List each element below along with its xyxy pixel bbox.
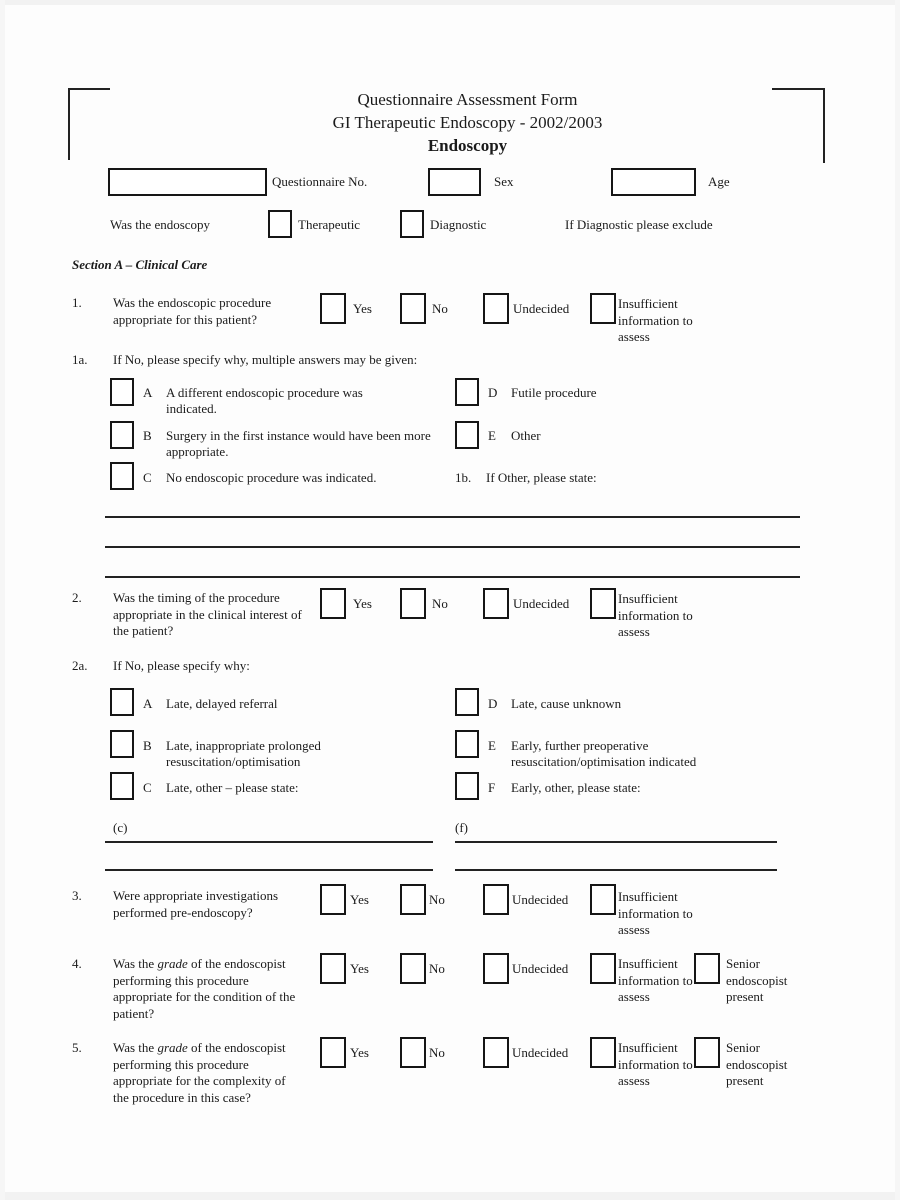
q1-yes-label: Yes bbox=[353, 301, 372, 316]
q2a-option-e-text: Early, further preoperative resuscitation/optimisation indicated bbox=[511, 738, 697, 769]
age-label: Age bbox=[708, 174, 730, 189]
q2-insufficient-checkbox[interactable] bbox=[590, 588, 616, 619]
sex-label: Sex bbox=[494, 174, 514, 189]
q1-insufficient-checkbox[interactable] bbox=[590, 293, 616, 324]
q1a-option-e-checkbox[interactable] bbox=[455, 421, 479, 449]
q4-senior-label: Senior endoscopist present bbox=[726, 956, 788, 1004]
write-in-c-line-2[interactable] bbox=[105, 869, 433, 871]
q1a-option-d-letter: D bbox=[488, 385, 498, 400]
page-edge-top bbox=[0, 0, 900, 5]
q2a-option-a-letter: A bbox=[143, 696, 153, 711]
q2-yes-label: Yes bbox=[353, 596, 372, 611]
q3-insufficient-checkbox[interactable] bbox=[590, 884, 616, 915]
section-a-heading: Section A – Clinical Care bbox=[72, 257, 208, 272]
q5-text-grade-italic: grade bbox=[157, 1040, 188, 1055]
q5-yes-checkbox[interactable] bbox=[320, 1037, 346, 1068]
diagnostic-exclude-note: If Diagnostic please exclude bbox=[565, 217, 713, 232]
q1a-option-d-checkbox[interactable] bbox=[455, 378, 479, 406]
q2a-option-d-text: Late, cause unknown bbox=[511, 696, 622, 711]
q1a-option-e-letter: E bbox=[488, 428, 496, 443]
q1a-option-c-checkbox[interactable] bbox=[110, 462, 134, 490]
write-in-f-line-2[interactable] bbox=[455, 869, 777, 871]
q1a-option-c-letter: C bbox=[143, 470, 152, 485]
q1-yes-checkbox[interactable] bbox=[320, 293, 346, 324]
q2a-option-a-text: Late, delayed referral bbox=[166, 696, 278, 711]
q1a-option-b-text: Surgery in the first instance would have been more appropriate. bbox=[166, 428, 431, 459]
q3-no-label: No bbox=[429, 892, 445, 907]
q4-text-pre: Was the bbox=[113, 956, 158, 971]
q1-no-label: No bbox=[432, 301, 448, 316]
q5-number: 5. bbox=[72, 1040, 82, 1055]
q2a-option-f-checkbox[interactable] bbox=[455, 772, 479, 800]
questionnaire-no-input[interactable] bbox=[108, 168, 267, 196]
write-in-c-label: (c) bbox=[113, 820, 128, 835]
q4-insufficient-checkbox[interactable] bbox=[590, 953, 616, 984]
q5-text-post: of the endoscopist performing this procedure appropriate for the complexity of the procedure in this case? bbox=[113, 1040, 286, 1105]
q3-text: Were appropriate investigations performed pre-endoscopy? bbox=[113, 888, 279, 920]
therapeutic-checkbox[interactable] bbox=[268, 210, 292, 238]
q1b-text: If Other, please state: bbox=[486, 470, 597, 485]
q5-senior-label: Senior endoscopist present bbox=[726, 1040, 788, 1088]
q2-insufficient-label: Insufficient information to assess bbox=[618, 591, 693, 639]
age-input[interactable] bbox=[611, 168, 696, 196]
q1-no-checkbox[interactable] bbox=[400, 293, 426, 324]
q3-undecided-checkbox[interactable] bbox=[483, 884, 509, 915]
q3-insufficient-label: Insufficient information to assess bbox=[618, 889, 693, 937]
q2-yes-checkbox[interactable] bbox=[320, 588, 346, 619]
write-in-f-line-1[interactable] bbox=[455, 841, 777, 843]
write-in-c-line-1[interactable] bbox=[105, 841, 433, 843]
therapeutic-label: Therapeutic bbox=[298, 217, 361, 232]
q1-insufficient-label: Insufficient information to assess bbox=[618, 296, 693, 344]
q2a-option-e-checkbox[interactable] bbox=[455, 730, 479, 758]
q4-yes-checkbox[interactable] bbox=[320, 953, 346, 984]
form-title-line3: Endoscopy bbox=[427, 136, 508, 155]
q2a-option-a-checkbox[interactable] bbox=[110, 688, 134, 716]
diagnostic-checkbox[interactable] bbox=[400, 210, 424, 238]
page-edge-bottom bbox=[0, 1192, 900, 1200]
q3-number: 3. bbox=[72, 888, 82, 903]
q2-number: 2. bbox=[72, 590, 82, 605]
q2a-option-c-text: Late, other – please state: bbox=[166, 780, 299, 795]
q4-text-grade-italic: grade bbox=[157, 956, 188, 971]
q4-no-label: No bbox=[429, 961, 445, 976]
q2a-option-d-letter: D bbox=[488, 696, 498, 711]
q5-insufficient-label: Insufficient information to assess bbox=[618, 1040, 693, 1088]
q4-text-post: of the endoscopist performing this procedure appropriate for the condition of the patient? bbox=[113, 956, 296, 1021]
q5-yes-label: Yes bbox=[350, 1045, 369, 1060]
q4-senior-checkbox[interactable] bbox=[694, 953, 720, 984]
q1a-option-b-checkbox[interactable] bbox=[110, 421, 134, 449]
q4-no-checkbox[interactable] bbox=[400, 953, 426, 984]
form-title-line1: Questionnaire Assessment Form bbox=[357, 90, 578, 109]
q2a-option-d-checkbox[interactable] bbox=[455, 688, 479, 716]
q1-text: Was the endoscopic procedure appropriate for this patient? bbox=[113, 295, 272, 327]
q2a-option-c-checkbox[interactable] bbox=[110, 772, 134, 800]
q3-no-checkbox[interactable] bbox=[400, 884, 426, 915]
q5-no-checkbox[interactable] bbox=[400, 1037, 426, 1068]
page-edge-right bbox=[895, 0, 900, 1200]
q1a-option-c-text: No endoscopic procedure was indicated. bbox=[166, 470, 377, 485]
form-title-line2: GI Therapeutic Endoscopy - 2002/2003 bbox=[332, 113, 603, 132]
q2a-option-e-letter: E bbox=[488, 738, 496, 753]
q4-insufficient-label: Insufficient information to assess bbox=[618, 956, 693, 1004]
q1-undecided-checkbox[interactable] bbox=[483, 293, 509, 324]
sex-input[interactable] bbox=[428, 168, 481, 196]
page-edge-left bbox=[0, 0, 5, 1200]
q5-undecided-label: Undecided bbox=[512, 1045, 569, 1060]
q1a-option-d-text: Futile procedure bbox=[511, 385, 597, 400]
q5-text-pre: Was the bbox=[113, 1040, 158, 1055]
q2a-option-c-letter: C bbox=[143, 780, 152, 795]
q1a-option-b-letter: B bbox=[143, 428, 152, 443]
q1b-write-line-2[interactable] bbox=[105, 546, 800, 548]
questionnaire-no-label: Questionnaire No. bbox=[272, 174, 368, 189]
q1b-write-line-3[interactable] bbox=[105, 576, 800, 578]
q2-no-label: No bbox=[432, 596, 448, 611]
diagnostic-label: Diagnostic bbox=[430, 217, 487, 232]
q2a-option-f-letter: F bbox=[488, 780, 496, 795]
q4-text bbox=[113, 956, 303, 1022]
q2a-option-f-text: Early, other, please state: bbox=[511, 780, 641, 795]
q4-yes-label: Yes bbox=[350, 961, 369, 976]
q1a-option-a-letter: A bbox=[143, 385, 153, 400]
q1b-write-line-1[interactable] bbox=[105, 516, 800, 518]
q2-undecided-checkbox[interactable] bbox=[483, 588, 509, 619]
q3-undecided-label: Undecided bbox=[512, 892, 569, 907]
q2a-number: 2a. bbox=[72, 658, 88, 673]
q3-yes-label: Yes bbox=[350, 892, 369, 907]
q3-yes-checkbox[interactable] bbox=[320, 884, 346, 915]
q2a-option-b-letter: B bbox=[143, 738, 152, 753]
q1a-number: 1a. bbox=[72, 352, 88, 367]
q1a-option-a-checkbox[interactable] bbox=[110, 378, 134, 406]
q1-number: 1. bbox=[72, 295, 82, 310]
q5-insufficient-checkbox[interactable] bbox=[590, 1037, 616, 1068]
q4-undecided-label: Undecided bbox=[512, 961, 569, 976]
q5-undecided-checkbox[interactable] bbox=[483, 1037, 509, 1068]
endoscopy-type-prompt: Was the endoscopy bbox=[110, 217, 211, 232]
q1b-number: 1b. bbox=[455, 470, 472, 485]
q1a-option-e-text: Other bbox=[511, 428, 541, 443]
q1a-option-a-text: A different endoscopic procedure was indicated. bbox=[166, 385, 363, 416]
q2-undecided-label: Undecided bbox=[513, 596, 570, 611]
write-in-f-label: (f) bbox=[455, 820, 468, 835]
q2a-option-b-checkbox[interactable] bbox=[110, 730, 134, 758]
q1a-text: If No, please specify why, multiple answers may be given: bbox=[113, 352, 418, 367]
q2-text: Was the timing of the procedure appropriate in the clinical interest of the patient? bbox=[113, 590, 302, 638]
q2-no-checkbox[interactable] bbox=[400, 588, 426, 619]
q4-undecided-checkbox[interactable] bbox=[483, 953, 509, 984]
q2a-text: If No, please specify why: bbox=[113, 658, 250, 673]
q5-no-label: No bbox=[429, 1045, 445, 1060]
q2a-option-b-text: Late, inappropriate prolonged resuscitation/optimisation bbox=[166, 738, 321, 769]
q1-undecided-label: Undecided bbox=[513, 301, 570, 316]
q5-text bbox=[113, 1040, 303, 1106]
q5-senior-checkbox[interactable] bbox=[694, 1037, 720, 1068]
q4-number: 4. bbox=[72, 956, 82, 971]
